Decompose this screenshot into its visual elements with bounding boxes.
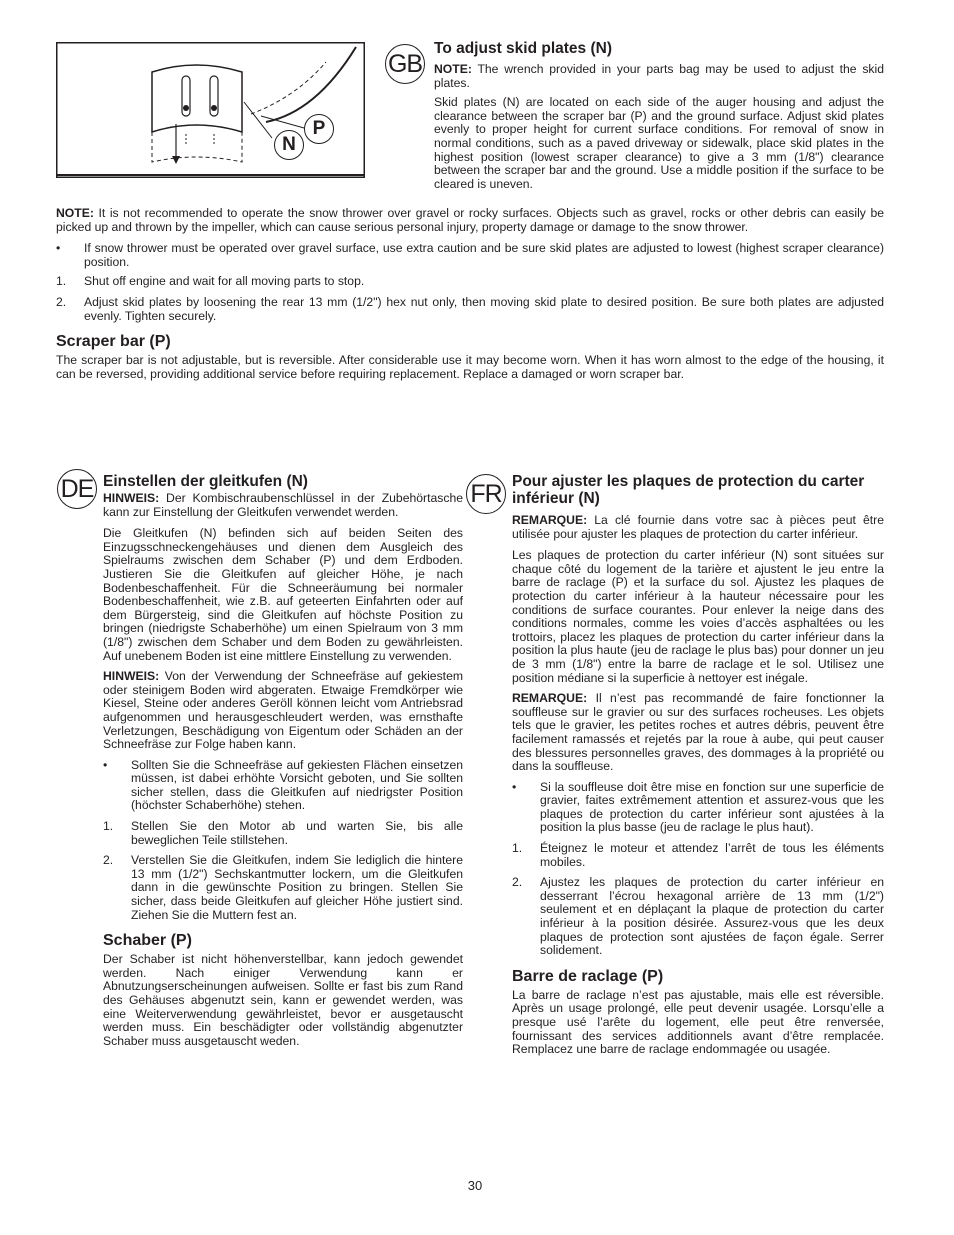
de-para1: Die Gleitkufen (N) befinden sich auf beiden Seiten des Einzugsschneckengehäuses und dienen dem Ausgleich des Spielraums zwischen dem Schaber (P) und dem Erdboden. Justieren Sie die Gleitkufen auf gleicher Höhe, je nach Bodenbeschaffenheit. Für die Schneeräumung bei normaler Bodenbeschaffenheit, wie z.B. auf geteerten Einfahrten oder auf dem Bürgersteig, sind die Gleitkufen auf höchste Position zu bringen (niedrigste Schaberhöhe) um einen Spielraum von 3 mm (1/8") zwischen dem Schaber und dem Boden zu gewährleisten. Auf unebenem Boden ist eine mittlere Einstellung zu verwenden. bbox=[103, 526, 463, 663]
de-note2 bbox=[103, 670, 463, 752]
fr-scraper-text: La barre de raclage n’est pas ajustable, mais elle est réversible. Après un usage prolongé, elle peut devenir usagée. Lorsqu’elle a presque usé l’arête du logement, elle peut être renversée, fournissant des services additionnels avant d’être remplacée. Remplacez une barre de raclage endommagée ou usagée. bbox=[512, 987, 884, 1057]
gb-step-1 bbox=[56, 275, 884, 289]
fr-bullet-marker: • bbox=[512, 779, 517, 794]
fr-note1-label: REMARQUE: bbox=[512, 513, 588, 527]
fr-step-2-number: 2. bbox=[512, 875, 523, 890]
fr-column bbox=[512, 473, 884, 1057]
de-bullet-marker: • bbox=[103, 757, 108, 772]
de-scraper-title: Schaber (P) bbox=[103, 932, 192, 950]
de-note1 bbox=[103, 492, 463, 519]
de-bullet bbox=[103, 759, 463, 813]
fr-para1: Les plaques de protection du carter inférieur (N) sont situées sur chaque côté du logement de la tarière et ajustent le jeu entre la barre de raclage (P) et la surface du sol. Ajustez les plaques de protection du carter inférieur à la hauteur nécessaire pour les conditions de surface courantes. Pour enlever la neige dans des conditions normales, comme les voies d’accès asphaltées ou les trottoirs, placez les plaques de protection du carter inférieur dans la position la plus haute (jeu de raclage le plus bas) pour donner un jeu de 3 mm (1/8") entre la barre de raclage et le sol. Utilisez une position médiane si la superficie à nettoyer est inégale. bbox=[512, 548, 884, 685]
gb-scraper-title: Scraper bar (P) bbox=[56, 333, 171, 351]
de-note2-text: Von der Verwendung der Schneefräse auf gekiestem oder steinigem Boden wird abgeraten. Etwaige Fremdkörper wie Kiesel, Steine oder anderes Geröll können leicht vom Antriebsrad aufgenommen und herausgeschleudert werden, was ernsthafte Verletzungen, Beschädigung von Eigentum oder Schäden an der Schneefräse zur Folge haben kann. bbox=[103, 669, 463, 752]
gb-step-1-text: Shut off engine and wait for all moving parts to stop. bbox=[84, 274, 365, 289]
de-bullet-text: Sollten Sie die Schneefräse auf gekiesten Flächen einsetzen müssen, ist dabei erhöhte Vorsicht geboten, und Sie sollten sicher stellen, dass die Gleitkufen auf niedrigster Position (höchster Schaberhöhe) stehen. bbox=[131, 757, 463, 813]
de-step-2-text: Verstellen Sie die Gleitkufen, indem Sie lediglich die hintere 13 mm (1/2") Sechskantmutter lockern, um die Gleitkufen dann in die gewünschte Position zu bringen. Stellen Sie sicher, dass beide Gleitkufen auf gleicher Höhe justiert sind. Ziehen Sie die Muttern fest an. bbox=[131, 853, 463, 922]
de-step-2-number: 2. bbox=[103, 853, 114, 868]
fr-bullet bbox=[512, 781, 884, 835]
fr-step-1-text: Éteignez le moteur et attendez l’arrêt de tous les éléments mobiles. bbox=[540, 841, 884, 869]
de-scraper-text: Der Schaber ist nicht höhenverstellbar, kann jedoch gewendet werden. Nach einiger Verwendung kann er Abnutzungserscheinungen aufweisen. Sollte er fast bis zum Rand des Gehäuses abgenutzt sein, kann er gewendet werden, was eine Weiterverwendung gewährleistet, bevor er ausgetauscht werden muss. Ein beschädigter oder vollständig abgenutzter Schaber muss ausgetauscht weden. bbox=[103, 952, 463, 1048]
gb-body bbox=[56, 207, 884, 381]
de-step-2 bbox=[103, 854, 463, 922]
gb-note1-label: NOTE: bbox=[434, 62, 472, 76]
gb-note1-text: The wrench provided in your parts bag may be used to adjust the skid plates. bbox=[434, 62, 885, 90]
fr-title: Pour ajuster les plaques de protection du carter inférieur (N) bbox=[512, 473, 865, 507]
fr-note2-text: Il n’est pas recommandé de faire fonctionner la souffleuse sur le gravier ou sur des surfaces rocheuses. Les objets tels que le gravier, les petites roches et autres débris, peuvent être facilement ramassés et rejetés par la roue à aube, qui peut causer des blessures personnelles graves, des dommages à la propriété ou dans la souffleuse. bbox=[512, 691, 884, 774]
fr-note1-text: La clé fournie dans votre sac à pièces peut être utilisée pour ajuster les plaques de protection du carter inférieur. bbox=[512, 513, 884, 541]
gb-note1 bbox=[434, 63, 884, 90]
de-step-1-text: Stellen Sie den Motor ab und warten Sie, bis alle beweglichen Teile stillstehen. bbox=[131, 819, 463, 847]
gb-step-2-number: 2. bbox=[56, 294, 67, 309]
fr-step-2-text: Ajustez les plaques de protection du carter inférieur en desserrant l’écrou hexagonal arrière de 13 mm (1/2") seulement et en déplaçant la plaque de protection du carter inférieur à la position désirée. Assurez-vous que les deux plaques de protection sont ajustées de façon égale. Serrer solidement. bbox=[540, 875, 884, 958]
gb-step-2 bbox=[56, 296, 884, 323]
fr-note1 bbox=[512, 514, 884, 541]
de-note2-label: HINWEIS: bbox=[103, 669, 160, 684]
fr-note2 bbox=[512, 692, 884, 774]
fr-bullet-text: Si la souffleuse doit être mise en fonction sur une superficie de gravier, faites extrêmement attention et assurez-vous que les plaques de protection du carter inférieur sont ajustées à la position la plus basse (jeu de raclage le plus haut). bbox=[540, 779, 884, 835]
de-note1-text: Der Kombischraubenschlüssel in der Zubehörtasche kann zur Einstellung der Gleitkufen verwendet werden. bbox=[103, 491, 464, 519]
gb-bullet-marker: • bbox=[56, 241, 61, 256]
gb-step-1-number: 1. bbox=[56, 274, 67, 289]
gb-note2 bbox=[56, 207, 884, 234]
gb-scraper-text: The scraper bar is not adjustable, but is reversible. After considerable use it may become worn. When it has worn almost to the edge of the housing, it can be reversed, providing additional service before requiring replacement. Replace a damaged or worn scraper bar. bbox=[56, 353, 884, 381]
fr-language-badge: FR bbox=[466, 474, 506, 514]
fr-scraper-title: Barre de raclage (P) bbox=[512, 967, 664, 985]
gb-title: To adjust skid plates (N) bbox=[434, 40, 612, 57]
label-n-callout: N bbox=[274, 130, 304, 160]
fr-step-1 bbox=[512, 842, 884, 869]
gb-note2-text: It is not recommended to operate the snow thrower over gravel or rocky surfaces. Objects such as gravel, rocks or other debris can easily be picked up and thrown by the impeller, which can cause serious personal injury, property damage or damage to the snow thrower. bbox=[56, 206, 884, 234]
page-number: 30 bbox=[467, 1178, 483, 1193]
de-language-badge: DE bbox=[57, 469, 97, 509]
de-note1-label: HINWEIS: bbox=[103, 491, 160, 505]
de-step-1-number: 1. bbox=[103, 819, 114, 834]
gb-bullet-text: If snow thrower must be operated over gravel surface, use extra caution and be sure skid plates are adjusted to lowest (highest scraper clearance) position. bbox=[84, 241, 884, 269]
de-column bbox=[103, 473, 463, 1048]
de-title: Einstellen der gleitkufen (N) bbox=[103, 473, 308, 490]
gb-step-2-text: Adjust skid plates by loosening the rear 13 mm (1/2") hex nut only, then moving skid plate to desired position. Be sure both plates are adjusted evenly. Tighten securely. bbox=[84, 294, 884, 323]
fr-step-1-number: 1. bbox=[512, 841, 523, 856]
gb-para1: Skid plates (N) are located on each side of the auger housing and adjust the clearance between the scraper bar (P) and the ground surface. Adjust skid plates evenly to proper height for current surface conditions. For removal of snow in normal conditions, such as a paved driveway or sidewalk, place skid plates in the highest position (lowest scraper clearance) to give a 3 mm (1/8") clearance between the scraper bar and the ground. Use a middle position if the surface to be cleared is uneven. bbox=[434, 95, 884, 191]
gb-note2-label: NOTE: bbox=[56, 206, 94, 220]
gb-intro bbox=[434, 40, 884, 191]
label-p-callout: P bbox=[304, 114, 334, 144]
skid-plate-figure bbox=[56, 42, 365, 178]
fr-step-2 bbox=[512, 876, 884, 958]
skid-plate-illustration bbox=[56, 42, 365, 178]
de-step-1 bbox=[103, 820, 463, 847]
gb-language-badge: GB bbox=[385, 44, 425, 84]
fr-note2-label: REMARQUE: bbox=[512, 691, 588, 706]
gb-bullet bbox=[56, 242, 884, 269]
